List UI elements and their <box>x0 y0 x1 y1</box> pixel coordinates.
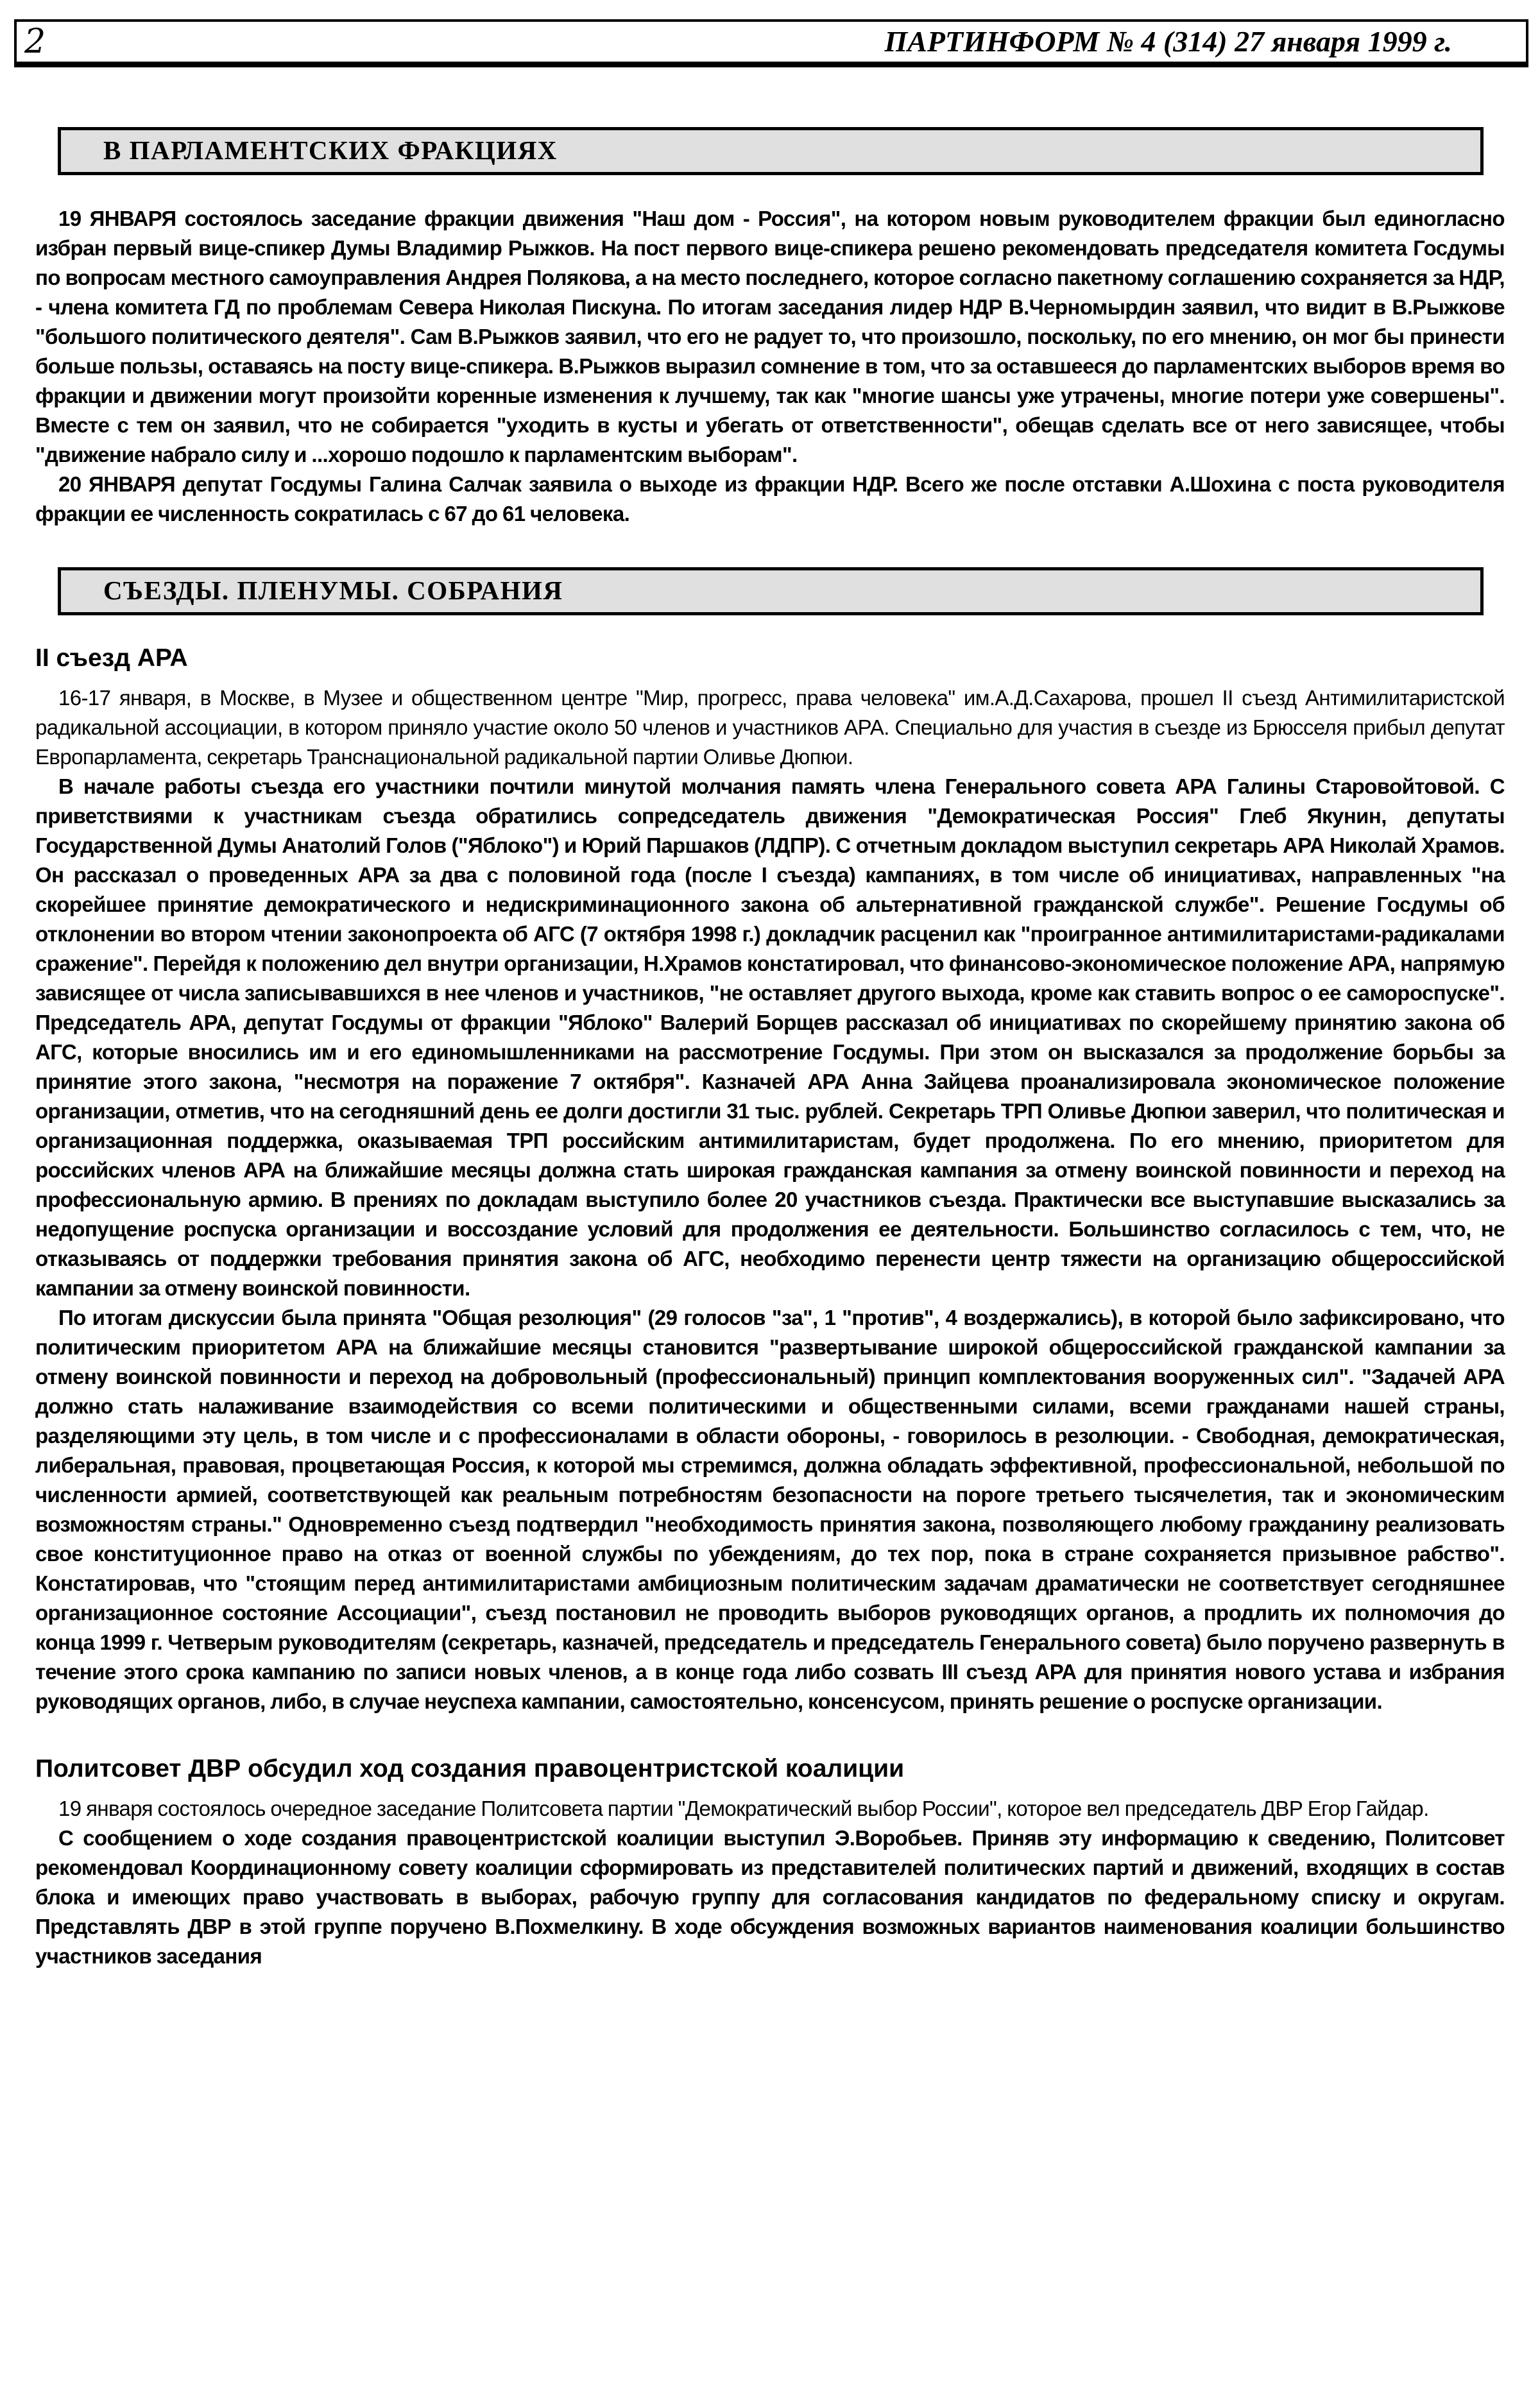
article <box>35 204 1505 529</box>
section-header: СЪЕЗДЫ. ПЛЕНУМЫ. СОБРАНИЯ <box>58 567 1484 615</box>
paragraph: В начале работы съезда его участники почтили минутой молчания память члена Генерального совета АРА Галины Старовойтовой. С приветствиями к участникам съезда обратились сопредседатель движения "Демократическая Россия" Глеб Якунин, депутаты Государственной Думы Анатолий Голов ("Яблоко") и Юрий Паршаков (ЛДПР). С отчетным докладом выступил секретарь АРА Николай Храмов. Он рассказал о проведенных АРА за два с половиной года (после I съезда) кампаниях, в том числе об инициативах, направленных "на скорейшее принятие демократического и недискриминационного закона об альтернативной гражданской службе". Решение Госдумы об отклонении во втором чтении законопроекта об АГС (7 октября 1998 г.) докладчик расценил как "проигранное антимилитаристами-радикалами сражение". Перейдя к положению дел внутри организации, Н.Храмов констатировал, что финансово-экономическое положение АРА, напрямую зависящее от числа записывавшихся в нее членов и участников, "не оставляет другого выхода, кроме как ставить вопрос о ее самороспуске". Председатель АРА, депутат Госдумы от фракции "Яблоко" Валерий Борщев рассказал об инициативах по скорейшему принятию закона об АГС, которые вносились им и его единомышленниками на рассмотрение Госдумы. При этом он высказался за продолжение борьбы за принятие этого закона, "несмотря на поражение 7 октября". Казначей АРА Анна Зайцева проанализировала экономическое положение организации, отметив, что на сегодняшний день ее долги достигли 31 тыс. рублей. Секретарь ТРП Оливье Дюпюи заверил, что политическая и организационная поддержка, оказываемая ТРП российским антимилитаристам, будет продолжена. По его мнению, приоритетом для российских членов АРА на ближайшие месяцы должна стать широкая гражданская кампания за отмену воинской повинности и переход на профессиональную армию. В прениях по докладам выступило более 20 участников съезда. Практически все выступавшие высказались за недопущение роспуска организации и воссоздание условий для продолжения ее деятельности. Большинство согласилось с тем, что, не отказываясь от поддержки требования принятия закона об АГС, необходимо перенести центр тяжести на организацию общероссийской кампании за отмену воинской повинности. <box>35 774 1505 1301</box>
page-number: 2 <box>24 22 46 61</box>
article <box>35 1755 1505 1971</box>
article <box>35 644 1505 1716</box>
section-header: В ПАРЛАМЕНТСКИХ ФРАКЦИЯХ <box>58 127 1484 175</box>
section <box>35 567 1505 1971</box>
article-title: Политсовет ДВР обсудил ход создания правоцентристской коалиции <box>35 1755 905 1783</box>
paragraph: 16-17 января, в Москве, в Музее и общественном центре "Мир, прогресс, права человека" им.А.Д.Сахарова, прошел II съезд Антимилитаристской радикальной ассоциации, в котором приняло участие около 50 членов и участников АРА. Специально для участия в съезде из Брюсселя прибыл депутат Европарламента, секретарь Транснациональной радикальной партии Оливье Дюпюи. <box>35 686 1505 769</box>
newsletter-page <box>0 19 1540 2401</box>
page-content <box>35 127 1505 1971</box>
page-header <box>14 19 1528 67</box>
paragraph: С сообщением о ходе создания правоцентристской коалиции выступил Э.Воробьев. Приняв эту информацию к сведению, Политсовет рекомендовал Координационному совету коалиции сформировать из представителей политических партий и движений, входящих в состав блока и имеющих право участвовать в выборах, рабочую группу для согласования кандидатов по федеральному списку и округам. Представлять ДВР в этой группе поручено В.Похмелкину. В ходе обсуждения возможных вариантов наименования коалиции большинство участников заседания <box>35 1825 1505 1968</box>
paragraph: 20 ЯНВАРЯ депутат Госдумы Галина Салчак заявила о выходе из фракции НДР. Всего же после отставки А.Шохина с поста руководителя фракции ее численность сократилась с 67 до 61 человека. <box>35 472 1505 526</box>
paragraph: По итогам дискуссии была принята "Общая резолюция" (29 голосов "за", 1 "против", 4 воздержались), в которой было зафиксировано, что политическим приоритетом АРА на ближайшие месяцы становится "развертывание широкой общероссийской гражданской кампании за отмену воинской повинности и переход на добровольный (профессиональный) принцип комплектования вооруженных сил". "Задачей АРА должно стать налаживание взаимодействия со всеми политическими и общественными силами, всеми гражданами нашей страны, разделяющими эту цель, в том числе и с профессионалами в области обороны, - говорилось в резолюции. - Свободная, демократическая, либеральная, правовая, процветающая Россия, к которой мы стремимся, должна обладать эффективной, профессиональной, небольшой по численности армией, соответствующей как реальным потребностям безопасности на пороге третьего тысячелетия, так и экономическим возможностям страны." Одновременно съезд подтвердил "необходимость принятия закона, позволяющего любому гражданину реализовать свое конституционное право на отказ от военной службы по убеждениям, до тех пор, пока в стране сохраняется призывное рабство". Констатировав, что "стоящим перед антимилитаристами амбициозным политическим задачам драматически не соответствует сегодняшнее организационное состояние Ассоциации", съезд постановил не проводить выборов руководящих органов, а продлить их полномочия до конца 1999 г. Четверым руководителям (секретарь, казначей, председатель и председатель Генерального совета) было поручено развернуть в течение этого срока кампанию по записи новых членов, а в конце года либо созвать III съезд АРА для принятия нового устава и избрания руководящих органов, либо, в случае неуспеха кампании, самостоятельно, консенсусом, принять решение о роспуске организации. <box>35 1306 1505 1714</box>
paragraph: 19 ЯНВАРЯ состоялось заседание фракции движения "Наш дом - Россия", на котором новым руководителем фракции был единогласно избран первый вице-спикер Думы Владимир Рыжков. На пост первого вице-спикера решено рекомендовать председателя комитета Госдумы по вопросам местного самоуправления Андрея Полякова, а на место последнего, которое согласно пакетному соглашению сохраняется за НДР, - члена комитета ГД по проблемам Севера Николая Пискуна. По итогам заседания лидер НДР В.Черномырдин заявил, что видит в В.Рыжкове "большого политического деятеля". Сам В.Рыжков заявил, что его не радует то, что произошло, поскольку, по его мнению, он мог бы принести больше пользы, оставаясь на посту вице-спикера. В.Рыжков выразил сомнение в том, что за оставшееся до парламентских выборов время во фракции и движении могут произойти коренные изменения к лучшему, так как "многие шансы уже утрачены, многие потери уже совершены". Вместе с тем он заявил, что не собирается "уходить в кусты и убегать от ответственности", обещав сделать все от него зависящее, чтобы "движение набрало силу и ...хорошо подошло к парламентским выборам". <box>35 207 1505 467</box>
article-title: II съезд АРА <box>35 644 188 672</box>
paragraph: 19 января состоялось очередное заседание Политсовета партии "Демократический выбор России", которое вел председатель ДВР Егор Гайдар. <box>58 1796 1429 1820</box>
section <box>35 127 1505 529</box>
newsletter-title: ПАРТИНФОРМ № 4 (314) 27 января 1999 г. <box>884 25 1452 58</box>
